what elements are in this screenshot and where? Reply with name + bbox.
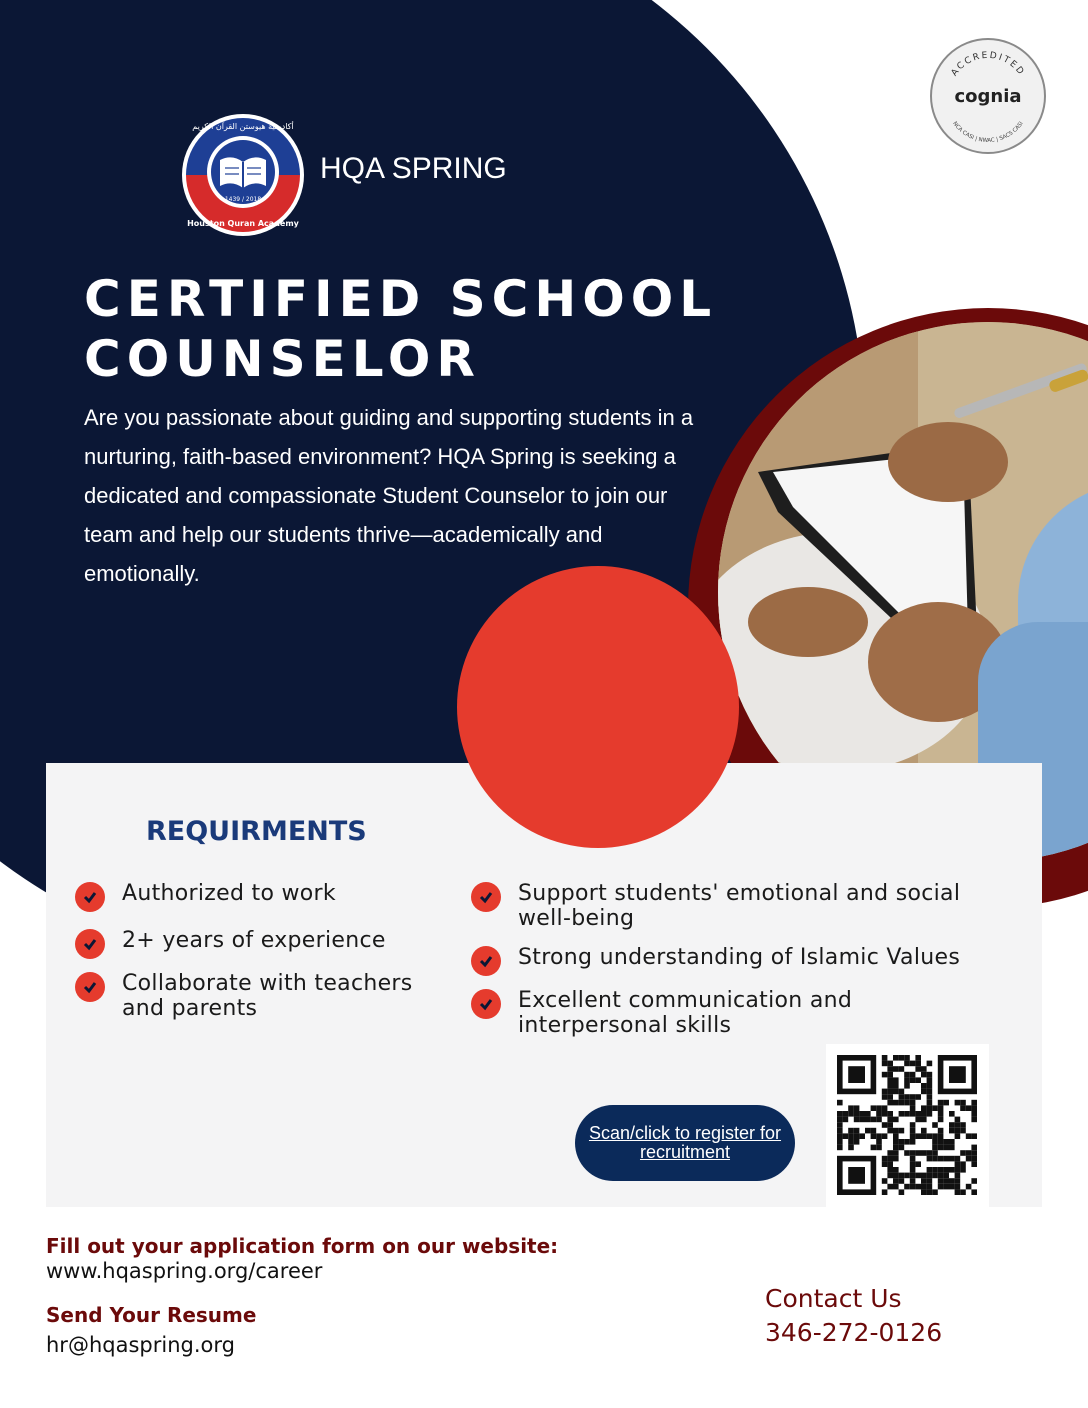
requirement-text: Authorized to work: [122, 881, 336, 906]
svg-text:ACCREDITED: [950, 51, 1027, 78]
contact-heading: Contact Us: [765, 1284, 902, 1313]
svg-text:NCA CASI | NWAC | SACS CASI: [951, 121, 1025, 145]
logo-year: 1439 / 2018: [224, 196, 262, 203]
career-website-link[interactable]: www.hqaspring.org/career: [46, 1259, 323, 1283]
apply-heading: Fill out your application form on our website:: [46, 1234, 559, 1258]
requirement-item: [75, 881, 455, 912]
resume-email-link[interactable]: hr@hqaspring.org: [46, 1333, 235, 1357]
check-circle-icon: [471, 946, 501, 976]
logo-english-name: Houston Quran Academy: [187, 219, 299, 228]
headline-line-1: CERTIFIED SCHOOL: [84, 270, 718, 328]
school-logo: [182, 114, 304, 236]
cognia-seal-icon: [932, 40, 1044, 152]
check-circle-icon: [75, 972, 105, 1002]
seal-cognia-text: cognia: [954, 86, 1022, 107]
requirement-item: [471, 945, 991, 976]
check-circle-icon: [471, 882, 501, 912]
intro-paragraph: Are you passionate about guiding and supporting students in a nurturing, faith-based environment? HQA Spring is seeking a dedicated and compassionate Student Counselor to join our team and help our students thrive—academically and emotionally.: [84, 405, 694, 586]
requirement-item: [471, 988, 991, 1038]
contact-phone[interactable]: 346-272-0126: [765, 1318, 943, 1347]
logo-arabic-name: أكاديمية هيوستن القرآن الكريم: [192, 122, 294, 131]
organization-name: HQA SPRING: [320, 152, 507, 185]
check-circle-icon: [75, 882, 105, 912]
seal-bottom-text: NCA CASI | NWAC | SACS CASI: [951, 120, 1025, 145]
resume-heading: Send Your Resume: [46, 1303, 257, 1327]
accreditation-seal: [930, 38, 1046, 154]
requirement-text: Strong understanding of Islamic Values: [518, 945, 961, 970]
check-circle-icon: [471, 989, 501, 1019]
requirement-item: [75, 928, 455, 959]
register-button-label: Scan/click to register for recruitment: [588, 1123, 782, 1162]
headline-line-2: COUNSELOR: [84, 330, 481, 388]
registration-qr-code[interactable]: [826, 1044, 989, 1207]
check-circle-icon: [75, 929, 105, 959]
register-button[interactable]: [575, 1105, 795, 1181]
requirement-text: Excellent communication and interpersonal skills: [518, 988, 853, 1038]
requirement-item: [75, 971, 455, 1021]
book-logo-icon: [182, 114, 304, 236]
red-accent-circle: [457, 566, 739, 848]
qr-code-icon: [826, 1044, 989, 1207]
seal-accredited-text: ACCREDITED: [949, 50, 1027, 79]
requirements-title: REQUIRMENTS: [146, 816, 367, 847]
requirement-item: [471, 881, 991, 931]
requirement-text: Support students' emotional and social well-being: [518, 881, 961, 931]
requirement-text: 2+ years of experience: [122, 928, 386, 953]
requirement-text: Collaborate with teachers and parents: [122, 971, 413, 1021]
